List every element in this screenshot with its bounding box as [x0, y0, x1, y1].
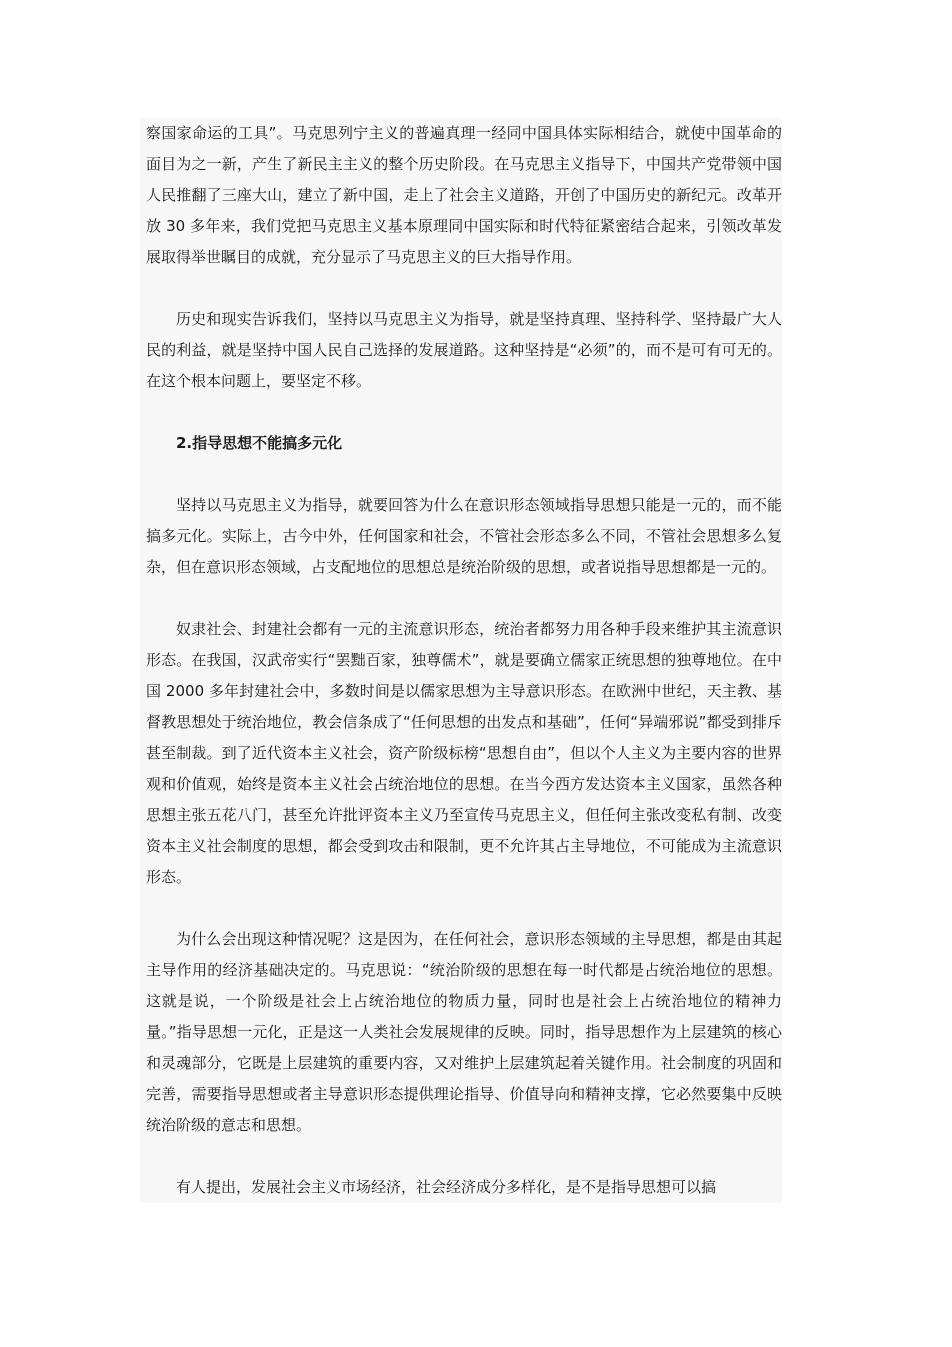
section-heading: 2.指导思想不能搞多元化: [176, 434, 343, 452]
paragraph-history: 历史和现实告诉我们，坚持以马克思主义为指导，就是坚持真理、坚持科学、坚持最广大人民的利益，就是坚持中国人民自己选择的发展道路。这种坚持是“必须”的，而不是可有可无的。在这个根本问题上，要坚定不移。: [146, 310, 782, 390]
paragraph-market-economy: 有人提出，发展社会主义市场经济，社会经济成分多样化，是不是指导思想可以搞: [176, 1178, 717, 1196]
paragraph-reason: 为什么会出现这种情况呢？这是因为，在任何社会，意识形态领域的主导思想，都是由其起主导作用的经济基础决定的。马克思说：“统治阶级的思想在每一时代都是占统治地位的思想。这就是说，一个阶级是社会上占统治地位的物质力量，同时也是社会上占统治地位的精神力量。”指导思想一元化，正是这一人类社会发展规律的反映。同时，指导思想作为上层建筑的核心和灵魂部分，它既是上层建筑的重要内容，又对维护上层建筑起着关键作用。社会制度的巩固和完善，需要指导思想或者主导意识形态提供理论指导、价值导向和精神支撑，它必然要集中反映统治阶级的意志和思想。: [146, 930, 782, 1134]
paragraph-history-ideology: 奴隶社会、封建社会都有一元的主流意识形态，统治者都努力用各种手段来维护其主流意识形态。在我国，汉武帝实行“罢黜百家，独尊儒术”，就是要确立儒家正统思想的独尊地位。在中国 2000 多年封建社会中，多数时间是以儒家思想为主导意识形态。在欧洲中世纪，天主教、基督教思想处于统治地位，教会信条成了“任何思想的出发点和基础”，任何“异端邪说”都受到排斥甚至制裁。到了近代资本主义社会，资产阶级标榜“思想自由”，但以个人主义为主要内容的世界观和价值观，始终是资本主义社会占统治地位的思想。在当今西方发达资本主义国家，虽然各种思想主张五花八门，甚至允许批评资本主义乃至宣传马克思主义，但任何主张改变私有制、改变资本主义社会制度的思想，都会受到攻击和限制，更不允许其占主导地位，不可能成为主流意识形态。: [146, 620, 782, 886]
paragraph-continuation: 察国家命运的工具”。马克思列宁主义的普遍真理一经同中国具体实际相结合，就使中国革命的面目为之一新，产生了新民主主义的整个历史阶段。在马克思主义指导下，中国共产党带领中国人民推翻了三座大山，建立了新中国，走上了社会主义道路，开创了中国历史的新纪元。改革开放 30 多年来，我们党把马克思主义基本原理同中国实际和时代特征紧密结合起来，引领改革发展取得举世瞩目的成就，充分显示了马克思主义的巨大指导作用。: [146, 124, 782, 266]
document-body: [140, 118, 782, 1203]
paragraph-monism: 坚持以马克思主义为指导，就要回答为什么在意识形态领域指导思想只能是一元的，而不能搞多元化。实际上，古今中外，任何国家和社会，不管社会形态多么不同，不管社会思想多么复杂，但在意识形态领域，占支配地位的思想总是统治阶级的思想，或者说指导思想都是一元的。: [146, 496, 782, 576]
